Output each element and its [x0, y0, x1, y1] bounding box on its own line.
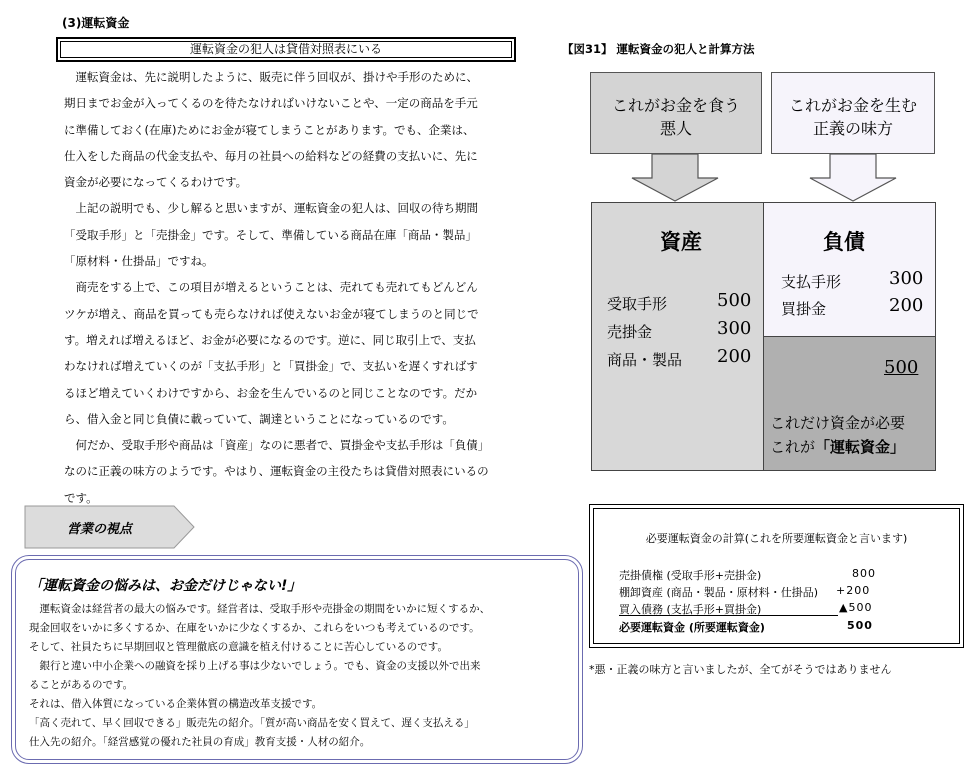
liabilities-title: 負債 [823, 230, 865, 254]
paragraph-line: 仕入をした商品の代金支払や、毎月の社員への給料などの経費の支払いに、先に [64, 148, 478, 163]
viewpoint-line: それは、借入体質になっている企業体質の構造改革支援です。 [29, 698, 323, 710]
paragraph-line: ツケが増え、商品を買っても売らなければ使えないお金が寝てしまうのと同じで [64, 306, 479, 321]
calc-row-value: 800 [852, 567, 876, 580]
paragraph-line: 期日までお金が入ってくるのを待たなければいけないことや、一定の商品を手元 [64, 96, 478, 111]
paragraph-line: 「受取手形」と「売掛金」です。そして、準備している商品在庫「商品・製品」 [64, 227, 477, 242]
paragraph-line: に準備しておく(在庫)ためにお金が寝てしまうことがあります。でも、企業は、 [64, 122, 475, 137]
paragraph-line: 何だか、受取手形や商品は「資産」なのに悪者で、買掛金や支払手形は「負債」 [64, 438, 490, 453]
viewpoint-line: 「高く売れて、早く回収できる」販売先の紹介。「質が高い商品を安く買えて、遅く支払える」 [29, 717, 475, 729]
calc-title: 必要運転資金の計算(これを所要運転資金と言います) [645, 532, 908, 545]
paragraph-line: 運転資金は、先に説明したように、販売に伴う回収が、掛けや手形のために、 [64, 70, 478, 84]
viewpoint-tab-label: 営業の視点 [67, 522, 133, 537]
viewpoint-title: 「運転資金の悩みは、お金だけじゃない!」 [29, 578, 302, 594]
asset-label: 受取手形 [607, 295, 668, 313]
paragraph-line: 資金が必要になってくるわけです。 [64, 175, 248, 190]
viewpoint-line: そして、社員たちに早期回収と管理徹底の意識を植え付けることに苦心しているのです。 [29, 641, 448, 653]
boxed-title: 運転資金の犯人は貸借対照表にいる [56, 37, 516, 62]
calc-row-value: ▲500 [839, 601, 873, 614]
paragraph-line: です。 [64, 490, 98, 505]
callout-bad-line2: 悪人 [659, 119, 692, 138]
callout-good [771, 72, 935, 154]
figure-title: 【図31】 運転資金の犯人と計算方法 [562, 42, 755, 56]
section-heading: (3)運転資金 [62, 16, 130, 30]
asset-value: 500 [717, 290, 752, 311]
footnote: *悪・正義の味方と言いましたが、全てがそうではありません [589, 663, 892, 676]
calc-divider [619, 615, 838, 616]
liability-value: 200 [889, 295, 924, 316]
liability-label: 買掛金 [781, 300, 827, 318]
paragraph-line: 商売をする上で、この項目が増えるということは、売れても売れてもどんどん [64, 280, 478, 295]
paragraph-line: 上記の説明でも、少し解ると思いますが、運転資金の犯人は、回収の待ち期間 [64, 201, 478, 216]
calc-row-label: 棚卸資産 (商品・製品・原材料・仕掛品) [619, 586, 819, 599]
assets-title: 資産 [660, 230, 702, 254]
down-arrow-icon [808, 154, 898, 202]
viewpoint-line: ることがあるのです。 [29, 679, 134, 691]
working-capital-prefix: これが [770, 438, 816, 456]
paragraph-line: 「原材料・仕掛品」ですね。 [64, 254, 214, 269]
down-arrow-icon [630, 154, 720, 202]
callout-good-line1: これがお金を生む [788, 96, 917, 115]
asset-value: 200 [717, 346, 752, 367]
paragraph-line: ら、借入金と同じ負債に載っていて、調達ということになっているのです。 [64, 411, 454, 426]
paragraph-line: るほど増えていくわけですから、お金を生んでいるのと同じことなのです。だか [64, 385, 478, 400]
liability-value: 300 [889, 268, 924, 289]
viewpoint-line: 現金回収をいかに多くするか、在庫をいかに少なくするか、これらをいつも考えているのです。 [29, 622, 480, 634]
callout-good-line2: 正義の味方 [812, 119, 893, 138]
asset-value: 300 [717, 318, 752, 339]
body-paragraph [64, 64, 516, 511]
calc-total-value: 500 [847, 619, 873, 632]
liability-label: 支払手形 [781, 273, 842, 291]
callout-bad-line1: これがお金を食う [611, 96, 740, 115]
working-capital-term: 「運転資金」 [815, 438, 906, 456]
working-capital-line1: これだけ資金が必要 [770, 414, 906, 432]
asset-label: 商品・製品 [607, 351, 683, 369]
working-capital-value: 500 [884, 357, 919, 378]
calc-row-label: 売掛債権 (受取手形+売掛金) [619, 569, 762, 582]
calc-row-label: 買入債務 (支払手形+買掛金) [619, 603, 762, 616]
paragraph-line: わなければ増えていくのが「支払手形」と「買掛金」で、支払いを遅くすればす [64, 359, 478, 374]
calc-row-value: +200 [836, 584, 871, 597]
working-capital-line2 [770, 436, 905, 457]
viewpoint-line: 銀行と違い中小企業への融資を採り上げる事は少ないでしょう。でも、資金の支援以外で出来 [29, 660, 481, 672]
viewpoint-line: 運転資金は経営者の最大の悩みです。経営者は、受取手形や売掛金の期間をいかに短くするか、 [29, 603, 491, 615]
callout-bad [590, 72, 762, 154]
paragraph-line: なのに正義の味方のようです。やはり、運転資金の主役たちは貸借対照表にいるの [64, 464, 489, 479]
paragraph-line: す。増えれば増えるほど、お金が必要になるのです。逆に、同じ取引上で、支払 [64, 332, 476, 347]
asset-label: 売掛金 [607, 323, 653, 341]
viewpoint-line: 仕入先の紹介。「経営感覚の優れた社員の育成」教育支援・人材の紹介。 [29, 736, 371, 748]
calc-total-label: 必要運転資金 (所要運転資金) [619, 621, 765, 634]
